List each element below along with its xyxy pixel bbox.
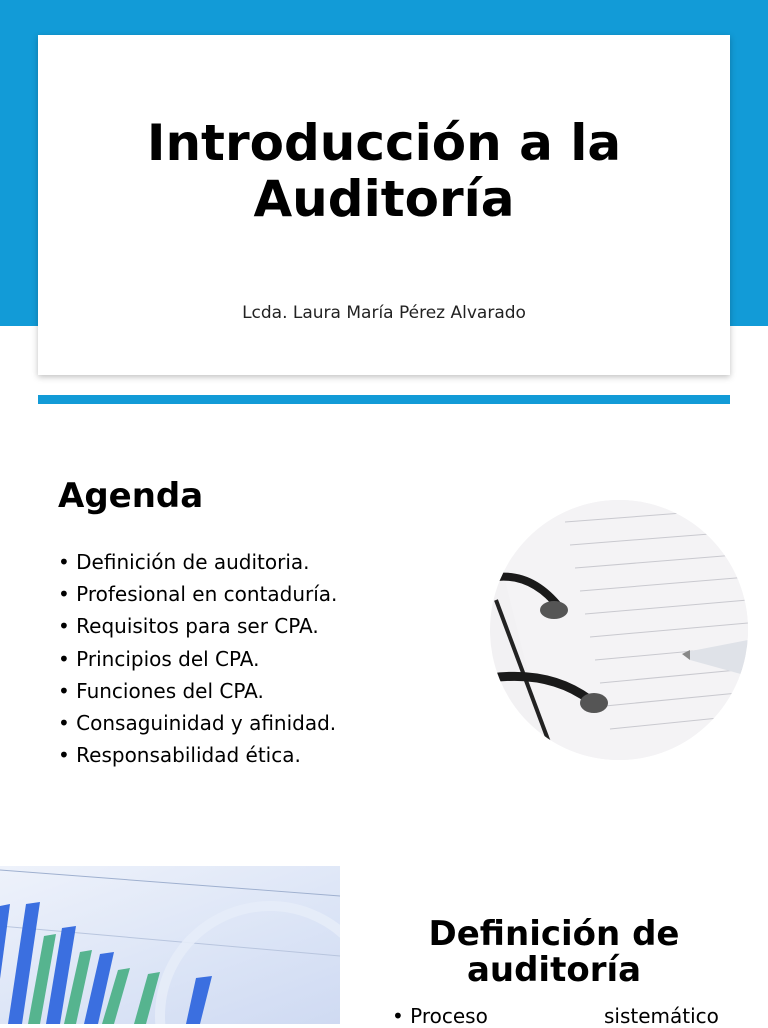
presentation-title: Introducción a la Auditoría: [146, 114, 622, 228]
title-card: [38, 35, 730, 375]
definition-heading: Definición de auditoría: [428, 914, 680, 990]
agenda-item: • Requisitos para ser CPA.: [58, 610, 337, 642]
definition-text-word: sistemático: [604, 1004, 719, 1028]
agenda-item: • Definición de auditoria.: [58, 546, 337, 578]
agenda-item: • Profesional en contaduría.: [58, 578, 337, 610]
agenda-heading: Agenda: [58, 476, 204, 516]
agenda-item: • Principios del CPA.: [58, 643, 337, 675]
definition-body: [392, 1004, 762, 1028]
agenda-item: • Funciones del CPA.: [58, 675, 337, 707]
accent-divider: [38, 395, 730, 404]
agenda-item: • Consaguinidad y afinidad.: [58, 707, 337, 739]
agenda-item: • Responsabilidad ética.: [58, 739, 337, 771]
author-name: Lcda. Laura María Pérez Alvarado: [242, 303, 526, 323]
bar-chart-illustration: [0, 866, 340, 1024]
definition-text-word: • Proceso: [392, 1004, 488, 1028]
chart-photo: [0, 866, 340, 1024]
notebook-photo: [490, 500, 748, 760]
notebook-illustration: [490, 500, 748, 760]
agenda-list: [58, 546, 337, 771]
